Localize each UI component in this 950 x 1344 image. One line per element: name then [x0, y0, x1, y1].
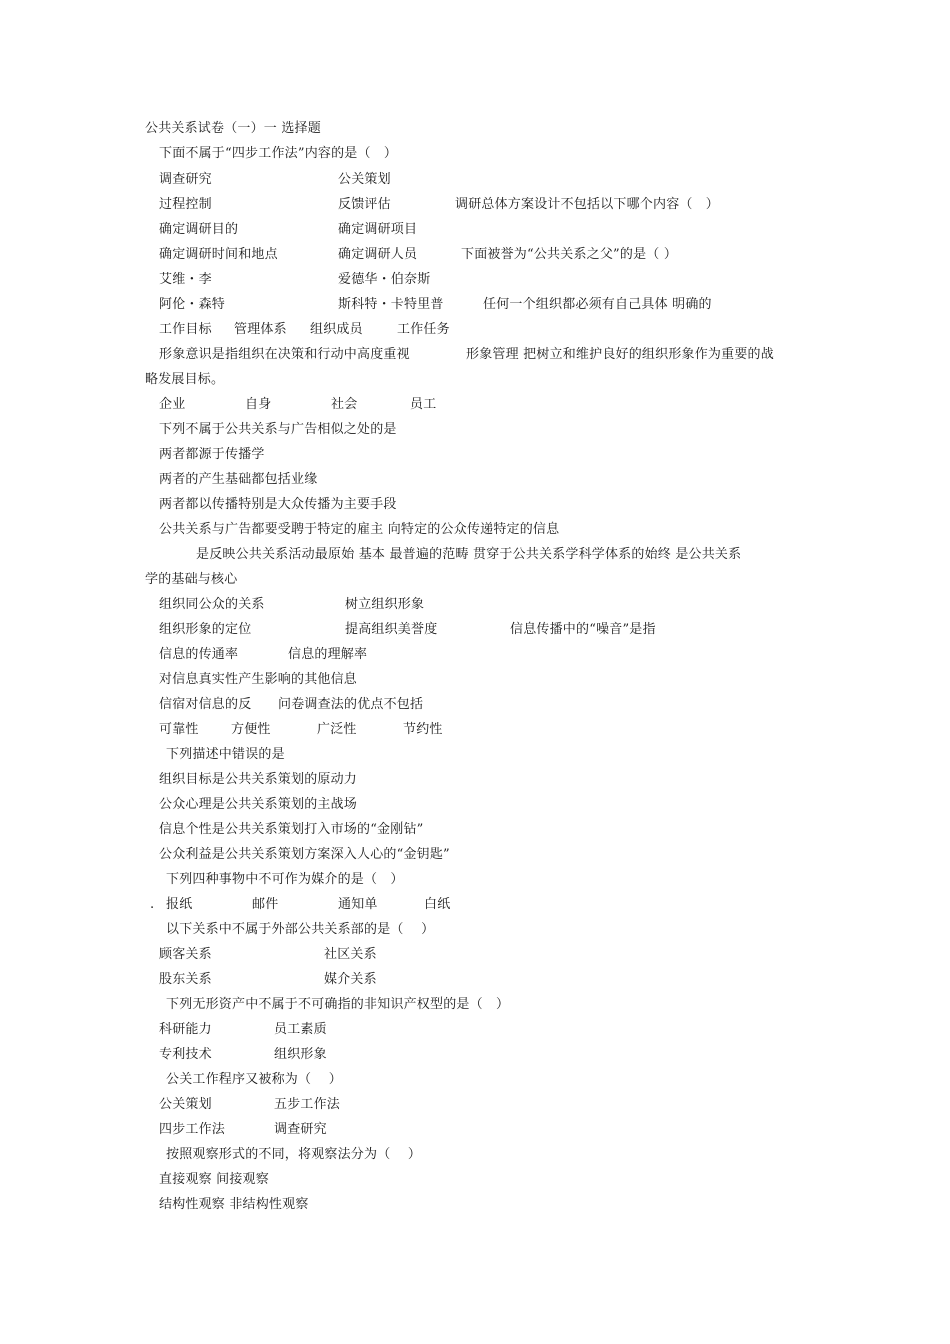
question-8-option-c: 对信息真实性产生影响的其他信息 — [159, 672, 358, 687]
question-2-option-d: 确定调研人员 — [338, 247, 418, 262]
question-6-stem: 下列不属于公共关系与广告相似之处的是 — [159, 422, 397, 437]
question-4-stem: 任何一个组织都必须有自己具体 明确的 — [483, 297, 712, 312]
question-11-option-a: 报纸 — [166, 897, 193, 912]
question-9-option-b: 方便性 — [231, 722, 271, 737]
question-10-option-a: 组织目标是公共关系策划的原动力 — [159, 772, 358, 787]
question-1-option-b: 公关策划 — [338, 172, 391, 187]
question-13-option-b: 员工素质 — [274, 1022, 327, 1037]
question-12-option-a: 顾客关系 — [159, 947, 212, 962]
question-1-option-c: 过程控制 — [159, 197, 212, 212]
question-3-option-a: 艾维・李 — [159, 272, 212, 287]
question-4-option-a: 工作目标 — [159, 322, 212, 337]
question-14-stem: 公关工作程序又被称为（ ） — [166, 1072, 342, 1087]
question-7-option-d: 提高组织美誉度 — [345, 622, 438, 637]
question-11-stem: 下列四种事物中不可作为媒介的是（ ） — [166, 872, 404, 887]
question-9-stem: 问卷调查法的优点不包括 — [278, 697, 424, 712]
question-5-option-d: 员工 — [410, 397, 437, 412]
question-7-stem-b: 学的基础与核心 — [145, 572, 238, 587]
question-12-option-c: 股东关系 — [159, 972, 212, 987]
question-14-option-c: 四步工作法 — [159, 1122, 226, 1137]
document-title: 公共关系试卷（一）一 选择题 — [145, 121, 321, 136]
question-8-option-b: 信息的理解率 — [288, 647, 368, 662]
question-12-option-b: 社区关系 — [324, 947, 377, 962]
question-1-option-a: 调查研究 — [159, 172, 212, 187]
question-6-option-d: 公共关系与广告都要受聘于特定的雇主 向特定的公众传递特定的信息 — [159, 522, 560, 537]
question-8-option-d: 信宿对信息的反 — [159, 697, 252, 712]
question-14-option-a: 公关策划 — [159, 1097, 212, 1112]
question-11-option-c: 通知单 — [338, 897, 378, 912]
question-6-option-c: 两者都以传播特别是大众传播为主要手段 — [159, 497, 397, 512]
question-2-option-a: 确定调研目的 — [159, 222, 239, 237]
question-5-option-b: 自身 — [245, 397, 272, 412]
question-9-option-d: 节约性 — [403, 722, 443, 737]
question-5-option-c: 社会 — [331, 397, 358, 412]
question-6-option-b: 两者的产生基础都包括业缘 — [159, 472, 318, 487]
question-15-option-a: 直接观察 间接观察 — [159, 1172, 269, 1187]
question-2-option-c: 确定调研时间和地点 — [159, 247, 278, 262]
question-4-option-d: 工作任务 — [397, 322, 450, 337]
question-10-option-c: 信息个性是公共关系策划打入市场的“金刚钻” — [159, 822, 424, 837]
question-4-option-c: 组织成员 — [310, 322, 363, 337]
question-5-stem-c: 略发展目标。 — [145, 372, 225, 387]
question-7-option-b: 树立组织形象 — [345, 597, 425, 612]
question-11-prefix: . — [150, 897, 155, 912]
question-12-stem: 以下关系中不属于外部公共关系部的是（ ） — [166, 922, 435, 937]
question-12-option-d: 媒介关系 — [324, 972, 377, 987]
question-5-option-a: 企业 — [159, 397, 186, 412]
question-3-option-d: 斯科特・卡特里普 — [338, 297, 444, 312]
question-14-option-d: 调查研究 — [274, 1122, 327, 1137]
question-3-option-c: 阿伦・森特 — [159, 297, 226, 312]
question-10-option-b: 公众心理是公共关系策划的主战场 — [159, 797, 358, 812]
question-15-stem: 按照观察形式的不同，将观察法分为（ ） — [166, 1147, 422, 1162]
question-2-stem: 调研总体方案设计不包括以下哪个内容（ ） — [455, 197, 720, 212]
question-13-option-a: 科研能力 — [159, 1022, 212, 1037]
question-11-option-d: 白纸 — [424, 897, 451, 912]
question-11-option-b: 邮件 — [252, 897, 279, 912]
question-1-option-d: 反馈评估 — [338, 197, 391, 212]
question-10-option-d: 公众利益是公共关系策划方案深入人心的“金钥匙” — [159, 847, 450, 862]
question-1-stem: 下面不属于“四步工作法”内容的是（ ） — [159, 146, 398, 161]
question-7-stem-a: 是反映公共关系活动最原始 基本 最普遍的范畴 贯穿于公共关系学科学体系的始终 是公共关系 — [196, 547, 742, 562]
question-7-option-a: 组织同公众的关系 — [159, 597, 265, 612]
question-15-option-b: 结构性观察 非结构性观察 — [159, 1197, 309, 1212]
question-9-option-a: 可靠性 — [159, 722, 199, 737]
question-6-option-a: 两者都源于传播学 — [159, 447, 265, 462]
question-7-option-c: 组织形象的定位 — [159, 622, 252, 637]
question-3-option-b: 爱德华・伯奈斯 — [338, 272, 431, 287]
question-5-stem-b: 形象管理 把树立和维护良好的组织形象作为重要的战 — [466, 347, 774, 362]
question-13-option-c: 专利技术 — [159, 1047, 212, 1062]
question-2-option-b: 确定调研项目 — [338, 222, 418, 237]
question-4-option-b: 管理体系 — [234, 322, 287, 337]
question-8-option-a: 信息的传通率 — [159, 647, 239, 662]
question-13-option-d: 组织形象 — [274, 1047, 327, 1062]
question-14-option-b: 五步工作法 — [274, 1097, 341, 1112]
question-8-stem: 信息传播中的“噪音”是指 — [510, 622, 656, 637]
question-9-option-c: 广泛性 — [317, 722, 357, 737]
question-5-stem-a: 形象意识是指组织在决策和行动中高度重视 — [159, 347, 410, 362]
question-13-stem: 下列无形资产中不属于不可确指的非知识产权型的是（ ） — [166, 997, 510, 1012]
question-10-stem: 下列描述中错误的是 — [166, 747, 285, 762]
question-3-stem: 下面被誉为“公共关系之父”的是（ ） — [461, 247, 678, 262]
